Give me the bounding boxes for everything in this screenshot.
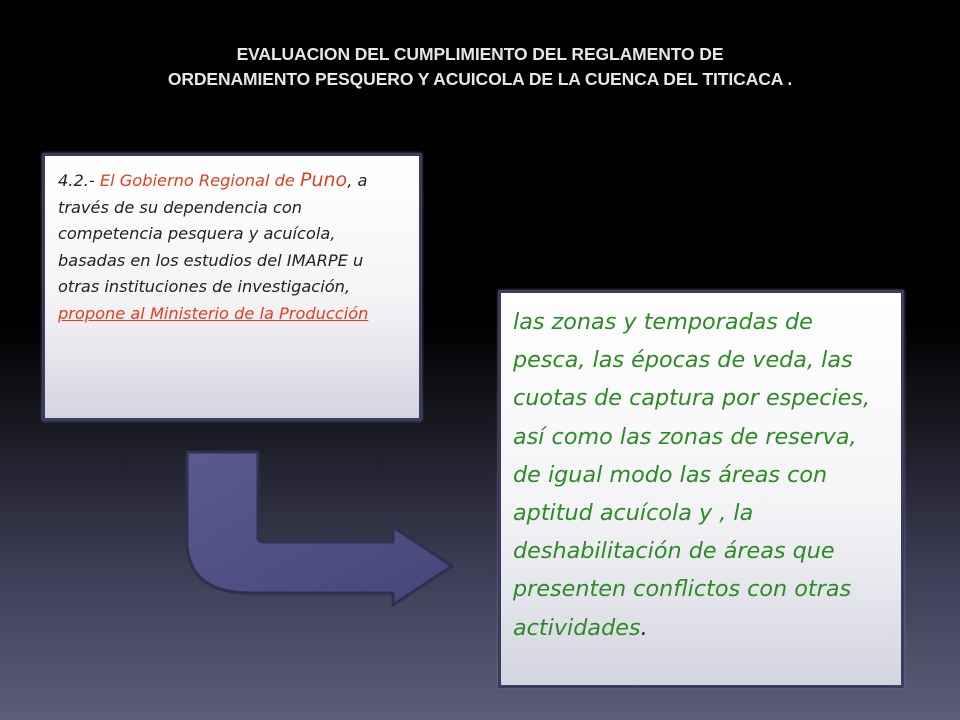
left-entity-city: Puno bbox=[300, 169, 348, 191]
title-line-1: EVALUACION DEL CUMPLIMIENTO DEL REGLAMENTO DE bbox=[236, 44, 724, 64]
left-text-box bbox=[42, 153, 422, 421]
bent-arrow-right-icon bbox=[180, 445, 470, 625]
left-body: , a través de su dependencia con competencia pesquera y acuícola, basadas en los estudios del IMARPE u otras instituciones de investigación, bbox=[58, 171, 368, 296]
left-action: propone al Ministerio de la Producción bbox=[58, 303, 369, 323]
slide-title bbox=[60, 42, 900, 92]
left-entity: El Gobierno Regional de bbox=[99, 171, 295, 190]
right-text-end: . bbox=[640, 614, 648, 641]
right-text-box bbox=[498, 290, 904, 688]
left-prefix: 4.2.- bbox=[58, 171, 100, 190]
right-text: las zonas y temporadas de pesca, las épocas de veda, las cuotas de captura por especies, así como las zonas de reserva, de igual modo las áreas con aptitud acuícola y , la deshabilitación de áreas que presenten conflictos con otras actividades bbox=[513, 309, 871, 641]
title-line-2: ORDENAMIENTO PESQUERO Y ACUICOLA DE LA CUENCA DEL TITICACA . bbox=[167, 69, 793, 89]
